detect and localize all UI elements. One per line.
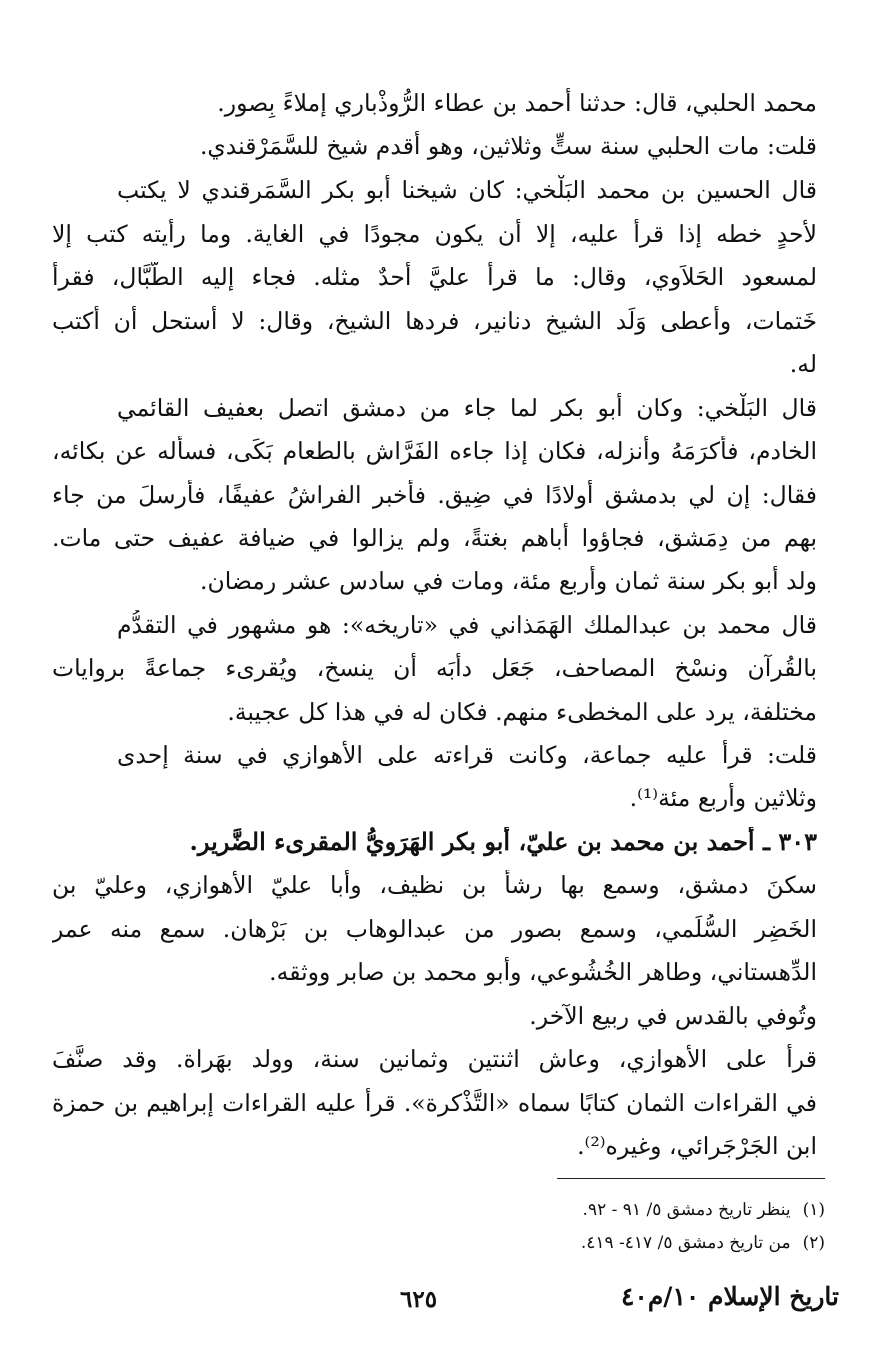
footnote-text: ينظر تاريخ دمشق ٥/ ٩١ - ٩٢. — [582, 1200, 791, 1220]
body-line: قلت: قرأ عليه جماعة، وكانت قراءته على الأهوازي في سنة إحدى — [117, 741, 817, 769]
footnote-number: (٢) — [802, 1233, 825, 1253]
footnote-text: من تاريخ دمشق ٥/ ٤١٧- ٤١٩. — [580, 1233, 791, 1253]
body-line: مختلفة، يرد على المخطىء منهم. فكان له في هذا كل عجيبة. — [227, 698, 817, 726]
footnote-number: (١) — [802, 1200, 825, 1220]
body-line: الخادم، فأكرَمَهُ وأنزله، فكان إذا جاءه الفَرَّاش بالطعام بَكَى، فسأله عن بكائه، — [52, 437, 817, 465]
body-line: فقال: إن لي بدمشق أولادًا في ضِيق. فأخبر الفراشُ عفيفًا، فأرسلَ من جاء — [52, 481, 817, 509]
body-line: سكنَ دمشق، وسمع بها رشأ بن نظيف، وأبا عليّ الأهوازي، وعليّ بن — [52, 871, 817, 899]
body-line: خَتمات، وأعطى وَلَد الشيخ دنانير، فردها الشيخ، وقال: لا أستحل أن أكتب — [52, 307, 817, 335]
body-line: بالقُرآن ونسْخ المصاحف، جَعَل دأبَه أن ينسخ، ويُقرىء جماعةً بروايات — [52, 654, 817, 682]
body-line: بهم من دِمَشق، فجاؤوا أباهم بغتةً، ولم يزالوا في ضيافة عفيف حتى مات. — [52, 524, 817, 552]
body-line: الخَضِر السُّلَمي، وسمع بصور من عبدالوهاب بن بَرْهان. سمع منه عمر — [52, 915, 817, 943]
footnote-divider — [557, 1178, 825, 1179]
body-line: ابن الجَرْجَرائي، وغيره⁽²⁾. — [577, 1132, 817, 1160]
footnote — [425, 1230, 825, 1256]
body-line: له. — [789, 350, 817, 378]
body-line: وثلاثين وأربع مئة⁽¹⁾. — [629, 784, 817, 812]
body-line: ولد أبو بكر سنة ثمان وأربع مئة، ومات في سادس عشر رمضان. — [200, 567, 817, 595]
body-line: وتُوفي بالقدس في ربيع الآخر. — [529, 1002, 817, 1030]
entry-heading: ٣٠٣ ـ أحمد بن محمد بن عليّ، أبو بكر الهَرَويُّ المقرىء الضَّرير. — [189, 827, 817, 856]
body-line: قال محمد بن عبدالملك الهَمَذاني في «تاريخه»: هو مشهور في التقدُّم — [117, 611, 817, 639]
body-line: لمسعود الحَلاَوي، وقال: ما قرأ عليَّ أحدٌ مثله. فجاء إليه الطَّبَّال، فقرأ — [52, 263, 817, 291]
running-title: تاريخ الإسلام ١٠/م٤٠ — [620, 1282, 839, 1311]
body-line: قال الحسين بن محمد البَلْخي: كان شيخنا أبو بكر السَّمَرقندي لا يكتب — [117, 176, 817, 204]
body-line: الدِّهستاني، وطاهر الخُشُوعي، وأبو محمد بن صابر ووثقه. — [269, 958, 817, 986]
body-line: قرأ على الأهوازي، وعاش اثنتين وثمانين سنة، وولد بهَراة. وقد صنَّفَ — [52, 1045, 817, 1073]
body-line: محمد الحلبي، قال: حدثنا أحمد بن عطاء الرُّوذْباري إملاءً بِصور. — [217, 89, 817, 117]
page-number: ٦٢٥ — [400, 1286, 438, 1313]
body-line: لأحدٍ خطه إذا قرأ عليه، إلا أن يكون مجودًا في الغاية. وما رأيته كتب إلا — [52, 220, 817, 248]
body-line: في القراءات الثمان كتابًا سماه «التَّذْكرة». قرأ عليه القراءات إبراهيم بن حمزة — [52, 1089, 817, 1117]
body-line: قلت: مات الحلبي سنة ستٍّ وثلاثين، وهو أقدم شيخ للسَّمَرْقندي. — [199, 132, 817, 160]
body-line: قال البَلْخي: وكان أبو بكر لما جاء من دمشق اتصل بعفيف القائمي — [117, 394, 817, 422]
footnote — [425, 1197, 825, 1223]
